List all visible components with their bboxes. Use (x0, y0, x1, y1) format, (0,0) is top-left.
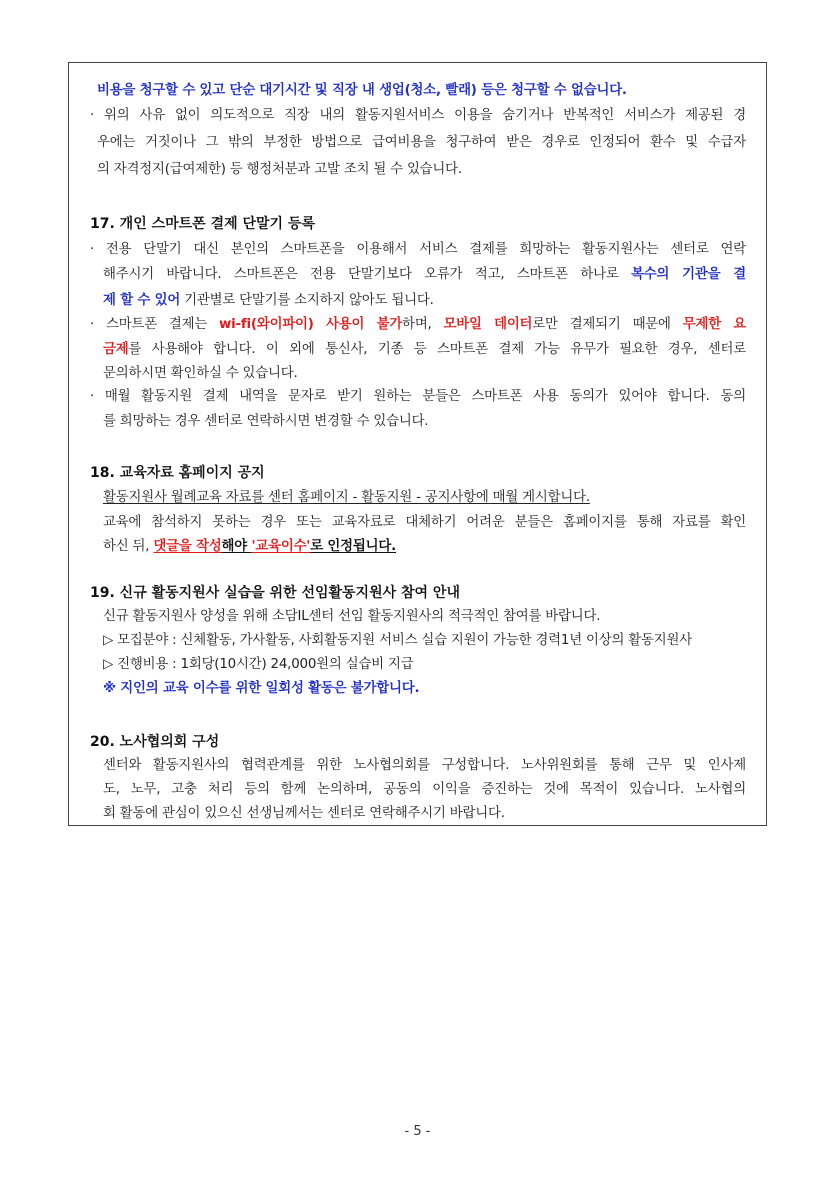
s19-line4: ※ 지인의 교육 이수를 위한 일회성 활동은 불가합니다. (103, 681, 420, 696)
s17-b1-l2-highlight: 복수의 기관을 결 (631, 267, 746, 282)
s18-l3-e: 로 인정됩니다. (310, 539, 396, 554)
s17-bullet1-line3 (103, 290, 434, 312)
s18-l3-comment: 댓글을 작성 (153, 539, 222, 554)
s18-l3-c: 해야 (221, 539, 252, 554)
s20-line3: 회 활동에 관심이 있으신 선생님께서는 센터로 연락해주시기 바랍니다. (103, 806, 505, 821)
intro-line1: 비용을 청구할 수 있고 단순 대기시간 및 직장 내 생업(청소, 빨래) 등은 청구할 수 없습니다. (97, 83, 627, 98)
s17-bullet2-line2 (103, 339, 746, 361)
s17-bullet1-line2 (103, 264, 746, 286)
intro-cont1: 우에는 거짓이나 그 밖의 부정한 방법으로 급여비용을 청구하여 받은 경우로 인정되어 환수 및 수급자 (97, 135, 746, 150)
s17-b2-l2-plan: 금제 (103, 342, 129, 357)
s17-b2-l1-unlimited: 무제한 요 (682, 317, 746, 332)
s18-l3-edu: '교육이수' (251, 539, 311, 554)
s20-line2: 도, 노무, 고충 처리 등의 함께 논의하며, 공동의 이익을 증진하는 것에 목적이 있습니다. 노사협의 (103, 782, 746, 797)
s19-line3: ▷ 진행비용 : 1회당(10시간) 24,000원의 실습비 지급 (103, 657, 414, 672)
s17-bullet3-line1: · 매월 활동지원 결제 내역을 문자로 받기 원하는 분들은 스마트폰 사용 동의가 있어야 합니다. 동의 (90, 389, 746, 404)
s18-line2: 교육에 참석하지 못하는 경우 또는 교육자료로 대체하기 어려운 분들은 홈페이지를 통해 자료를 확인 (103, 515, 746, 530)
s19-line1: 신규 활동지원사 양성을 위해 소담IL센터 선임 활동지원사의 적극적인 참여를 바랍니다. (103, 609, 601, 624)
s18-line3 (103, 536, 396, 558)
s17-b2-l1-a: · 스마트폰 결제는 (90, 317, 219, 332)
s17-b2-l1-wifi: wi-fi(와이파이) 사용이 불가 (219, 317, 403, 332)
s17-bullet3-line2: 를 희망하는 경우 센터로 연락하시면 변경할 수 있습니다. (103, 414, 429, 429)
section-20-title: 20. 노사협의회 구성 (90, 734, 220, 750)
s17-bullet2-line3: 문의하시면 확인하실 수 있습니다. (103, 366, 298, 381)
s17-b2-l1-c: 하며, (402, 317, 444, 332)
s17-bullet2-line1 (90, 314, 746, 336)
s19-line2: ▷ 모집분야 : 신체활동, 가사활동, 사회활동지원 서비스 실습 지원이 가능한 경력1년 이상의 활동지원사 (103, 633, 692, 648)
s17-b1-l2-text: 해주시기 바랍니다. 스마트폰은 전용 단말기보다 오류가 적고, 스마트폰 하나로 (103, 267, 632, 282)
s18-line1: 활동지원사 월례교육 자료를 센터 홈페이지 - 활동지원 - 공지사항에 매월 게시합니다. (103, 490, 590, 505)
intro-cont2: 의 자격정지(급여제한) 등 행정처분과 고발 조치 될 수 있습니다. (97, 162, 462, 177)
s20-line1: 센터와 활동지원사의 협력관계를 위한 노사협의회를 구성합니다. 노사위원회를 통해 근무 및 인사제 (103, 758, 746, 773)
s17-b1-l3-text: 기관별로 단말기를 소지하지 않아도 됩니다. (180, 293, 434, 308)
section-17-title: 17. 개인 스마트폰 결제 단말기 등록 (90, 216, 315, 232)
page-number: - 5 - (404, 1124, 431, 1139)
s17-b2-l1-e: 로만 결제되기 때문에 (532, 317, 683, 332)
s17-bullet1-line1: · 전용 단말기 대신 본인의 스마트폰을 이용해서 서비스 결제를 희망하는 활동지원사는 센터로 연락 (90, 242, 746, 257)
s17-b2-l2-text: 를 사용해야 합니다. 이 외에 통신사, 기종 등 스마트폰 결제 가능 유무가 필요한 경우, 센터로 (128, 342, 746, 357)
section-18-title: 18. 교육자료 홈페이지 공지 (90, 465, 265, 481)
s18-l3-a: 하신 뒤, (103, 539, 154, 554)
s17-b1-l3-highlight: 제 할 수 있어 (103, 293, 181, 308)
s17-b2-l1-mobile: 모바일 데이터 (443, 317, 533, 332)
intro-bullet: · 위의 사유 없이 의도적으로 직장 내의 활동지원서비스 이용을 숨기거나 반복적인 서비스가 제공된 경 (90, 108, 746, 123)
section-19-title: 19. 신규 활동지원사 실습을 위한 선임활동지원사 참여 안내 (90, 585, 460, 601)
